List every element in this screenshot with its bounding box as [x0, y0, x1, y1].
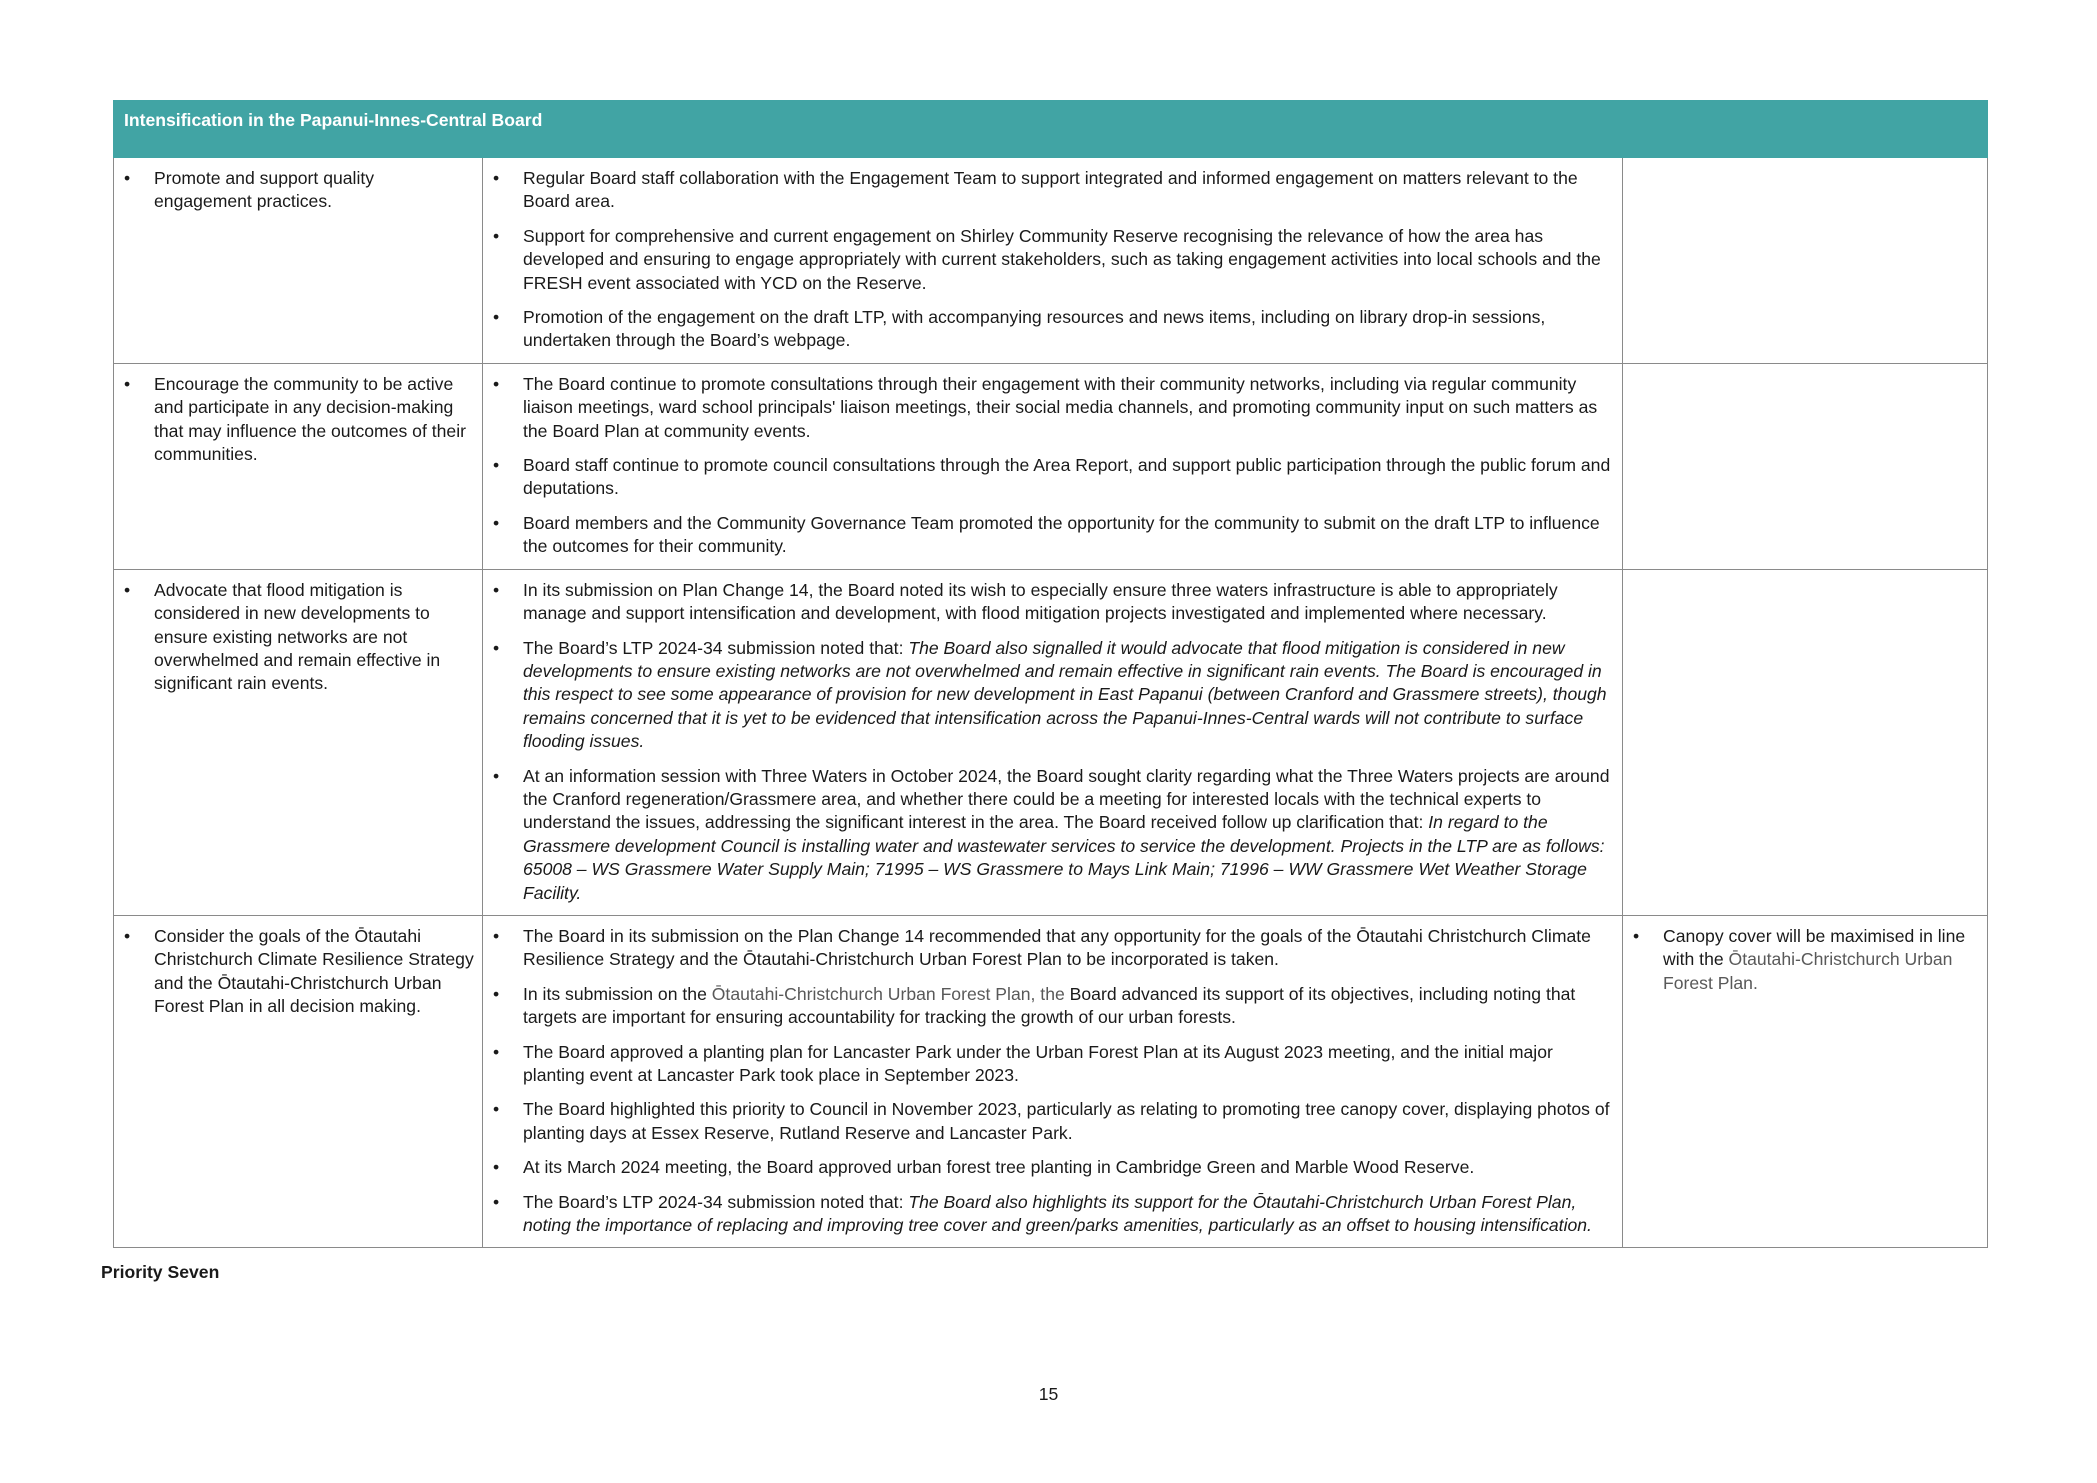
table-row [114, 569, 1988, 915]
plan-reference: Ōtautahi-Christchurch Urban Forest Plan, the [711, 983, 1065, 1004]
bullet-icon: • [493, 637, 500, 658]
bullet-icon: • [493, 373, 500, 394]
bullet-icon: • [493, 512, 500, 533]
list-item [489, 512, 1614, 559]
action-text: Board staff continue to promote council consultations through the Area Report, and support public participation through the public forum and deputations. [523, 455, 1611, 499]
action-text: The Board highlighted this priority to Council in November 2023, particularly as relating to promoting tree canopy cover, displaying photos of planting days at Essex Reserve, Rutland Reserve and Lancaster Park. [523, 1099, 1610, 1143]
bullet-icon: • [493, 1041, 500, 1062]
section-title-text: Intensification in the Papanui-Innes-Central Board [124, 110, 543, 130]
list-item [1629, 925, 1979, 995]
list-item [489, 637, 1614, 754]
bullet-icon: • [493, 1099, 500, 1120]
action-text: Regular Board staff collaboration with the Engagement Team to support integrated and informed engagement on matters relevant to the Board area. [523, 168, 1578, 212]
action-text: The Board approved a planting plan for Lancaster Park under the Urban Forest Plan at its August 2023 meeting, and the initial major planting event at Lancaster Park took place in September 2023. [523, 1041, 1553, 1085]
actions-cell [483, 158, 1623, 364]
action-text: The Board’s LTP 2024-34 submission noted that: [523, 1191, 909, 1212]
list-item [489, 1191, 1614, 1238]
bullet-icon: • [493, 579, 500, 600]
list-item [489, 765, 1614, 905]
table-row [114, 158, 1988, 364]
bullet-icon: • [493, 983, 500, 1004]
page-number: 15 [1038, 1384, 1059, 1404]
action-text: Support for comprehensive and current engagement on Shirley Community Reserve recognising the relevance of how the area has developed and ensuring to engage appropriately with current stakeholders, such as taking engagement activities into local schools and the FRESH event associated with YCD on the Reserve. [523, 225, 1601, 293]
action-text: In its submission on the [523, 983, 712, 1004]
action-text: The Board’s LTP 2024-34 submission noted that: [523, 637, 909, 658]
actions-cell [483, 569, 1623, 915]
submission-quote: The Board also highlights its support for the Ōtautahi-Christchurch Urban Forest Plan, noting the importance of replacing and improving tree cover and green/parks amenities, particularly as an offset to housing intensification. [523, 1191, 1592, 1236]
action-text: At its March 2024 meeting, the Board approved urban forest tree planting in Cambridge Green and Marble Wood Reserve. [523, 1157, 1475, 1178]
objective-cell [114, 915, 483, 1247]
bullet-icon: • [493, 1191, 500, 1212]
bullet-icon: • [124, 168, 131, 188]
list-item [120, 373, 474, 467]
objective-cell [114, 158, 483, 364]
priority-heading: Priority Seven [101, 1262, 220, 1282]
bullet-icon: • [493, 455, 500, 476]
objective-cell [114, 569, 483, 915]
bullet-icon: • [493, 168, 500, 188]
list-item [489, 579, 1614, 626]
measure-cell [1623, 569, 1988, 915]
objective-text: Promote and support quality engagement practices. [154, 168, 375, 212]
action-text: Promotion of the engagement on the draft LTP, with accompanying resources and news items, including on library drop-in sessions, undertaken through the Board’s webpage. [523, 307, 1546, 351]
action-text: Board advanced its support of its objectives, including noting that targets are important for ensuring accountability for tracking the growth of our urban forests. [523, 983, 1576, 1028]
bullet-icon: • [493, 225, 500, 246]
bullet-icon: • [124, 925, 131, 946]
list-item [120, 579, 474, 696]
action-text: The Board continue to promote consultations through their engagement with their community networks, including via regular community liaison meetings, ward school principals' liaison meetings, their social media channels, and promoting community input on such matters as the Board Plan at community events. [523, 373, 1598, 441]
action-text: Board members and the Community Governance Team promoted the opportunity for the community to submit on the draft LTP to influence the outcomes for their community. [523, 512, 1600, 557]
bullet-icon: • [493, 1157, 500, 1178]
list-item [489, 167, 1614, 214]
list-item [489, 225, 1614, 295]
board-plan-table [113, 100, 1988, 1248]
objective-text: Encourage the community to be active and participate in any decision-making that may influence the outcomes of their communities. [154, 373, 466, 465]
actions-cell [483, 915, 1623, 1247]
bullet-icon: • [124, 579, 131, 600]
bullet-icon: • [1633, 925, 1640, 946]
objective-cell [114, 363, 483, 569]
list-item [120, 167, 474, 214]
list-item [489, 454, 1614, 501]
list-item [489, 1098, 1614, 1145]
section-title [114, 101, 1988, 158]
action-text: In its submission on Plan Change 14, the Board noted its wish to especially ensure three waters infrastructure is able to appropriately manage and support intensification and development, with flood mitigation projects investigated and implemented where necessary. [523, 579, 1558, 624]
actions-cell [483, 363, 1623, 569]
section-header-row [114, 101, 1988, 158]
list-item [120, 925, 474, 1019]
action-text: At an information session with Three Waters in October 2024, the Board sought clarity regarding what the Three Waters projects are around the Cranford regeneration/Grassmere area, and whether there could be a meeting for interested locals with the technical experts to understand the issues, addressing the significant interest in the area. The Board received follow up clarification that: [523, 765, 1610, 833]
bullet-icon: • [124, 373, 131, 394]
bullet-icon: • [493, 925, 500, 946]
list-item [489, 925, 1614, 972]
list-item [489, 1041, 1614, 1088]
bullet-icon: • [493, 765, 500, 786]
list-item [489, 373, 1614, 443]
plan-reference: Ōtautahi-Christchurch Urban Forest Plan. [1663, 949, 1953, 993]
list-item [489, 983, 1614, 1030]
measure-text: Canopy cover will be maximised in line with the [1663, 925, 1966, 970]
objective-text: Advocate that flood mitigation is considered in new developments to ensure existing networks are not overwhelmed and remain effective in significant rain events. [154, 579, 441, 694]
action-text: The Board in its submission on the Plan Change 14 recommended that any opportunity for the goals of the Ōtautahi Christchurch Climate Resilience Strategy and the Ōtautahi-Christchurch Urban Forest Plan to be incorporated is taken. [523, 925, 1591, 970]
measure-cell [1623, 915, 1988, 1247]
bullet-icon: • [493, 307, 500, 328]
list-item [489, 1156, 1614, 1179]
clarification-quote: In regard to the Grassmere development Council is installing water and wastewater services to service the development. Projects in the LTP are as follows: 65008 – WS Grassmere Water Supply Main; 71995 – WS Grassmere to Mays Link Main; 71996 – WW Grassmere Wet Weather Storage Facility. [523, 812, 1605, 903]
measure-cell [1623, 158, 1988, 364]
submission-quote: The Board also signalled it would advocate that flood mitigation is considered in new developments to ensure existing networks are not overwhelmed and remain effective in significant rain events. The Board is encouraged in this respect to see some appearance of provision for new development in East Papanui (between Cranford and Grassmere streets), though remains concerned that it is yet to be evidenced that intensification across the Papanui-Innes-Central wards will not contribute to surface flooding issues. [523, 637, 1607, 752]
measure-cell [1623, 363, 1988, 569]
objective-text: Consider the goals of the Ōtautahi Christchurch Climate Resilience Strategy and the Ōtautahi-Christchurch Urban Forest Plan in all decision making. [154, 925, 474, 1017]
list-item [489, 306, 1614, 353]
table-row [114, 915, 1988, 1247]
table-row [114, 363, 1988, 569]
